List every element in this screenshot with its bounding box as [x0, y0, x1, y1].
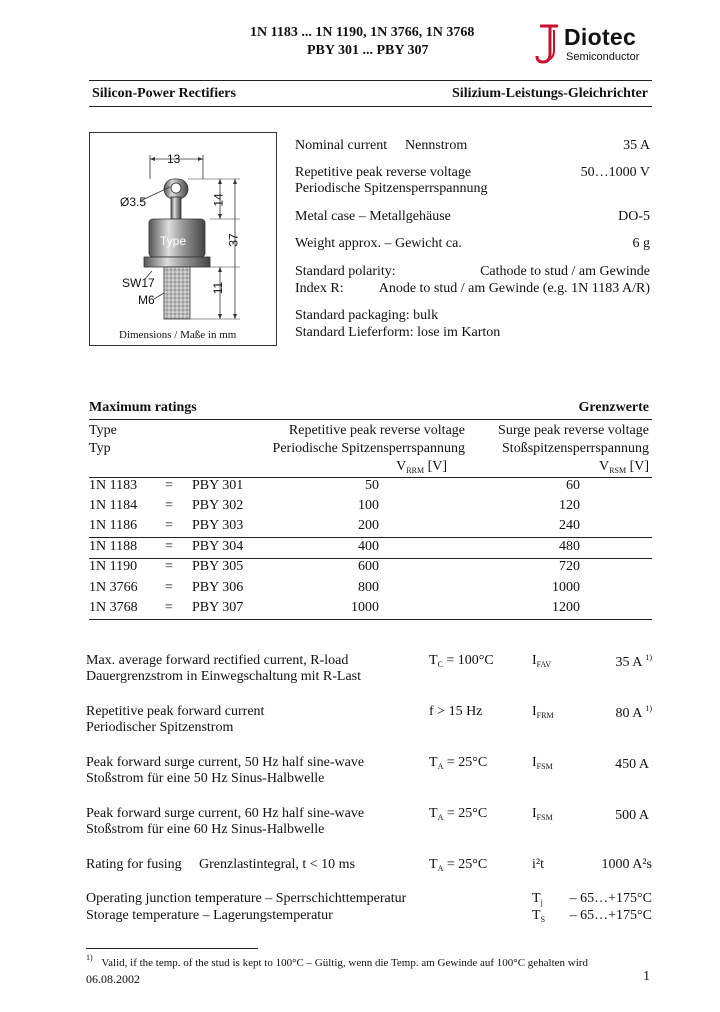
- spec-peak-reverse-voltage: [295, 165, 650, 205]
- alt-type-cell: PBY 302: [192, 498, 244, 513]
- footer-date: 06.08.2002: [86, 972, 140, 986]
- spec-value: 50…1000 V: [580, 165, 650, 180]
- temp-label: Storage temperature – Lagerungstemperatur: [86, 908, 333, 923]
- vrsm-cell: 1000: [552, 580, 580, 595]
- temperature-row: [86, 891, 652, 909]
- param-value: 80 A $^{1)}$: [615, 704, 652, 721]
- type-cell: 1N 1190: [89, 559, 138, 574]
- brand-sub: Semiconductor: [566, 51, 640, 63]
- spec-value: 6 g: [632, 236, 650, 251]
- col-vrsm-en: Surge peak reverse voltage: [498, 423, 649, 438]
- spec-label-de: Nennstrom: [405, 138, 468, 153]
- spec-label: Repetitive peak reverse voltage: [295, 165, 472, 180]
- spec-nominal-current: [295, 138, 650, 158]
- header-title-line2: PBY 301 ... PBY 307: [307, 43, 429, 58]
- type-cell: 1N 1183: [89, 478, 138, 493]
- vrsm-cell: 120: [559, 498, 580, 513]
- spec-value: DO-5: [618, 209, 650, 224]
- param-value: 35 A $^{1)}$: [615, 653, 652, 670]
- col-vrsm: [498, 422, 649, 480]
- vrsm-cell: 720: [559, 559, 580, 574]
- dimension-drawing: [89, 132, 277, 346]
- vrrm-cell: 800: [358, 580, 379, 595]
- alt-type-cell: PBY 301: [192, 478, 244, 493]
- dim-width: 13: [167, 152, 181, 166]
- param-symbol: i²t: [532, 857, 544, 872]
- col-vrsm-de: Stoßspitzensperrspannung: [502, 441, 649, 456]
- equals-cell: =: [165, 539, 173, 554]
- case-type-label: Type: [160, 234, 187, 248]
- dim-top: 14: [211, 193, 226, 207]
- param-condition: $T_A = 25^\circ C$: [429, 806, 488, 822]
- header-rule: [89, 80, 652, 81]
- header-title-line1: 1N 1183 ... 1N 1190, 1N 3766, 1N 3768: [250, 25, 475, 40]
- param-symbol: $I_{FSM}$: [532, 806, 553, 822]
- spec-label: Standard polarity:: [295, 264, 396, 279]
- spec-label: Weight approx. – Gewicht ca.: [295, 236, 462, 251]
- temp-symbol: $T_S$: [532, 908, 546, 924]
- ratings-title-en: Maximum ratings: [89, 400, 197, 415]
- param-symbol: $I_{FSM}$: [532, 755, 553, 771]
- temperature-row: [86, 908, 652, 926]
- param-label-de: Stoßstrom für eine 50 Hz Sinus-Halbwelle: [86, 771, 325, 786]
- vrrm-cell: 600: [358, 559, 379, 574]
- table-divider: [89, 537, 652, 538]
- footer-page: 1: [643, 969, 650, 984]
- equals-cell: =: [165, 518, 173, 533]
- vrsm-cell: 1200: [552, 600, 580, 615]
- spec-label-de: Periodische Spitzensperrspannung: [295, 181, 488, 196]
- param-label: Max. average forward rectified current, R-load: [86, 653, 349, 668]
- dim-stud: 11: [211, 281, 226, 295]
- footnote-rule: [86, 948, 258, 949]
- temp-label: Operating junction temperature – Sperrschichttemperatur: [86, 891, 407, 906]
- param-label-de: Periodischer Spitzenstrom: [86, 720, 234, 735]
- spec-label: Index R:: [295, 281, 344, 296]
- table-row: [89, 559, 652, 579]
- spec-label: Metal case – Metallgehäuse: [295, 209, 451, 224]
- param-row: [86, 806, 652, 846]
- alt-type-cell: PBY 307: [192, 600, 244, 615]
- vrsm-cell: 60: [566, 478, 580, 493]
- param-value: 500 A: [615, 808, 649, 823]
- col-vrrm: [273, 422, 465, 480]
- brand-name: Diotec: [564, 24, 637, 50]
- spec-value: 35 A: [623, 138, 650, 153]
- diode-package-drawing: [90, 133, 276, 323]
- col-type-de: Typ: [89, 441, 111, 456]
- type-cell: 1N 3768: [89, 600, 138, 615]
- vrrm-cell: 100: [358, 498, 379, 513]
- dim-total: 37: [226, 233, 241, 247]
- col-vrsm-symbol: $V_{RSM}$ [V]: [599, 459, 649, 475]
- type-cell: 1N 1186: [89, 518, 138, 533]
- param-row: [86, 755, 652, 795]
- param-row: [86, 653, 652, 693]
- spec-packaging: Standard packaging: bulk: [295, 308, 439, 323]
- wrench-size: SW17: [122, 276, 155, 290]
- ratings-rule-top: [89, 419, 652, 420]
- equals-cell: =: [165, 498, 173, 513]
- spec-value: Anode to stud / am Gewinde (e.g. 1N 1183 A/R): [378, 281, 650, 296]
- ratings-title-de: Grenzwerte: [578, 400, 649, 415]
- spec-lieferform: Standard Lieferform: lose im Karton: [295, 325, 501, 340]
- spec-weight: [295, 236, 650, 256]
- param-symbol: $I_{FRM}$: [532, 704, 554, 720]
- spec-case: [295, 209, 650, 229]
- param-value: 1000 A²s: [601, 857, 652, 872]
- footnote: $^{1)}$ Valid, if the temp. of the stud is kept to 100°C – Gültig, wenn die Temp. am Gewinde auf 100°C gehalten wird: [86, 953, 588, 969]
- vrrm-cell: 400: [358, 539, 379, 554]
- spec-label: Nominal current: [295, 138, 388, 153]
- col-vrrm-en: Repetitive peak reverse voltage: [288, 423, 465, 438]
- temp-value: – 65…+175°C: [569, 891, 652, 906]
- table-divider: [89, 619, 652, 620]
- type-cell: 1N 3766: [89, 580, 138, 595]
- alt-type-cell: PBY 306: [192, 580, 244, 595]
- vrsm-cell: 480: [559, 539, 580, 554]
- table-row: [89, 580, 652, 600]
- table-row: [89, 600, 652, 620]
- thread-size: M6: [138, 293, 155, 307]
- subtitle-en: Silicon-Power Rectifiers: [92, 86, 236, 101]
- table-row: [89, 518, 652, 538]
- param-label-de: Dauergrenzstrom in Einwegschaltung mit R-Last: [86, 669, 362, 684]
- vrsm-cell: 240: [559, 518, 580, 533]
- param-label: Peak forward surge current, 50 Hz half sine-wave: [86, 755, 365, 770]
- table-row: [89, 539, 652, 559]
- vrrm-cell: 1000: [351, 600, 379, 615]
- alt-type-cell: PBY 303: [192, 518, 244, 533]
- equals-cell: =: [165, 600, 173, 615]
- param-value: 450 A: [615, 757, 649, 772]
- subtitle-rule: [89, 106, 652, 107]
- col-type: [89, 422, 117, 458]
- table-row: [89, 498, 652, 518]
- param-condition: $T_C = 100^\circ C$: [429, 653, 494, 669]
- temp-symbol: $T_j$: [532, 891, 543, 907]
- param-label: Peak forward surge current, 60 Hz half sine-wave: [86, 806, 365, 821]
- col-vrrm-de: Periodische Spitzensperrspannung: [272, 441, 465, 456]
- param-symbol: $I_{FAV}$: [532, 653, 552, 669]
- type-cell: 1N 1184: [89, 498, 138, 513]
- equals-cell: =: [165, 559, 173, 574]
- temp-value: – 65…+175°C: [569, 908, 652, 923]
- drawing-caption: Dimensions / Maße in mm: [119, 329, 237, 341]
- type-cell: 1N 1188: [89, 539, 138, 554]
- vrrm-cell: 50: [365, 478, 379, 493]
- alt-type-cell: PBY 304: [192, 539, 244, 554]
- equals-cell: =: [165, 478, 173, 493]
- vrrm-cell: 200: [358, 518, 379, 533]
- table-row: [89, 478, 652, 498]
- subtitle-de: Silizium-Leistungs-Gleichrichter: [452, 86, 648, 101]
- param-condition: $T_A = 25^\circ C$: [429, 857, 488, 873]
- param-condition: $T_A = 25^\circ C$: [429, 755, 488, 771]
- param-fusing: [86, 857, 652, 877]
- param-condition: f > 15 Hz: [429, 704, 483, 719]
- param-label: Repetitive peak forward current: [86, 704, 265, 719]
- spec-value: Cathode to stud / am Gewinde: [480, 264, 650, 279]
- equals-cell: =: [165, 580, 173, 595]
- param-label-de: Stoßstrom für eine 60 Hz Sinus-Halbwelle: [86, 822, 325, 837]
- param-label: Rating for fusing: [86, 857, 182, 872]
- diotec-logo: [534, 22, 656, 66]
- col-vrrm-symbol: $V_{RRM}$ [V]: [396, 459, 447, 475]
- param-label-de: Grenzlastintegral, t < 10 ms: [199, 857, 356, 872]
- param-row: [86, 704, 652, 744]
- spec-index-r: [295, 281, 650, 301]
- diotec-logo-icon: [534, 22, 562, 66]
- alt-type-cell: PBY 305: [192, 559, 244, 574]
- col-type-en: Type: [89, 423, 117, 438]
- dim-hole: Ø3.5: [120, 195, 147, 209]
